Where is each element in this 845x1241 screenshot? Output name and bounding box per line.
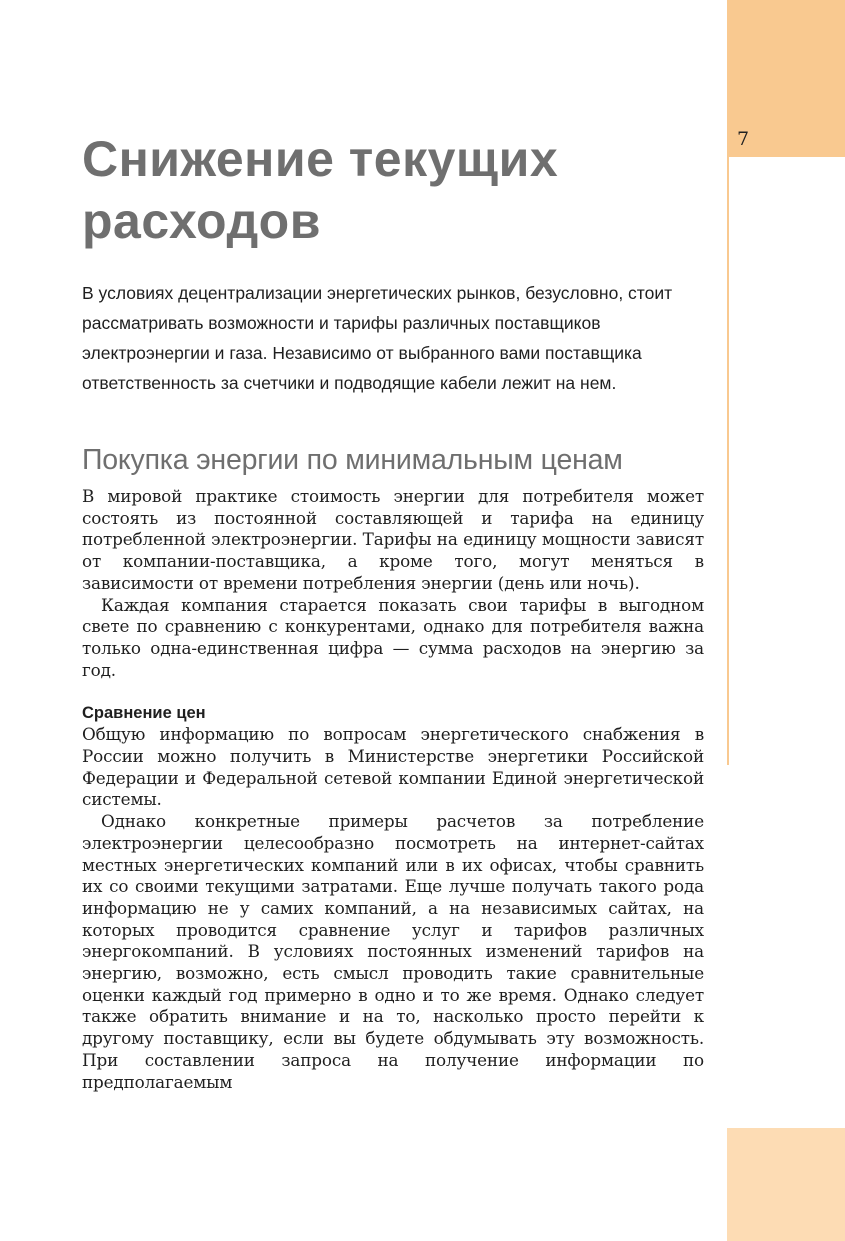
- subsection-heading: Сравнение цен: [82, 704, 206, 723]
- section-paragraph: Каждая компания старается показать свои тарифы в выгодном свете по сравнению с конкурентами, однако для потребителя важна только одна-единственная цифра — сумма расходов на энергию за год.: [82, 594, 704, 680]
- subsection-paragraph: Общую информацию по вопросам энергетического снабжения в России можно получить в Министерстве энергетики Российской Федерации и Федеральной сетевой компании Единой энергетической системы.: [82, 724, 704, 810]
- section-heading: Покупка энергии по минимальным ценам: [82, 444, 623, 476]
- subsection-paragraph: Однако конкретные примеры расчетов за потребление электроэнергии целесообразно посмотреть на интернет-сайтах местных энергетических компаний или в их офисах, чтобы сравнить их со своими текущими затратами. Еще лучше получать такого рода информацию не у самих компаний, а на независимых сайтах, на которых проводится сравнение услуг и тарифов различных энергокомпаний. В условиях постоянных изменений тарифов на энергию, возможно, есть смысл проводить такие сравнительные оценки каждый год примерно в одно и то же время. Однако следует также обратить внимание и на то, насколько просто перейти к другому поставщику, если вы будете обдумывать эту возможность. При составлении запроса на получение информации по предполагаемым: [82, 811, 704, 1092]
- chapter-title-line2: расходов: [82, 193, 321, 249]
- page-number: 7: [737, 128, 750, 150]
- page-tab-bottom: [727, 1128, 845, 1241]
- section-paragraph: В мировой практике стоимость энергии для потребителя может состоять из постоянной составляющей и тарифа на единицу потребленной электроэнергии. Тарифы на единицу мощности зависят от компании-поставщика, а кроме того, могут меняться в зависимости от времени потребления энергии (день или ночь).: [82, 486, 704, 593]
- chapter-lead: В условиях децентрализации энергетических рынков, безусловно, стоит рассматривать возможности и тарифы различных поставщиков электроэнергии и газа. Независимо от выбранного вами поставщика ответственность за счетчики и подводящие кабели лежит на нем.: [82, 283, 673, 393]
- chapter-title: [82, 128, 704, 252]
- page-tab-line: [727, 157, 729, 765]
- chapter-title-line1: Снижение текущих: [82, 131, 559, 187]
- page-content: [82, 128, 704, 1093]
